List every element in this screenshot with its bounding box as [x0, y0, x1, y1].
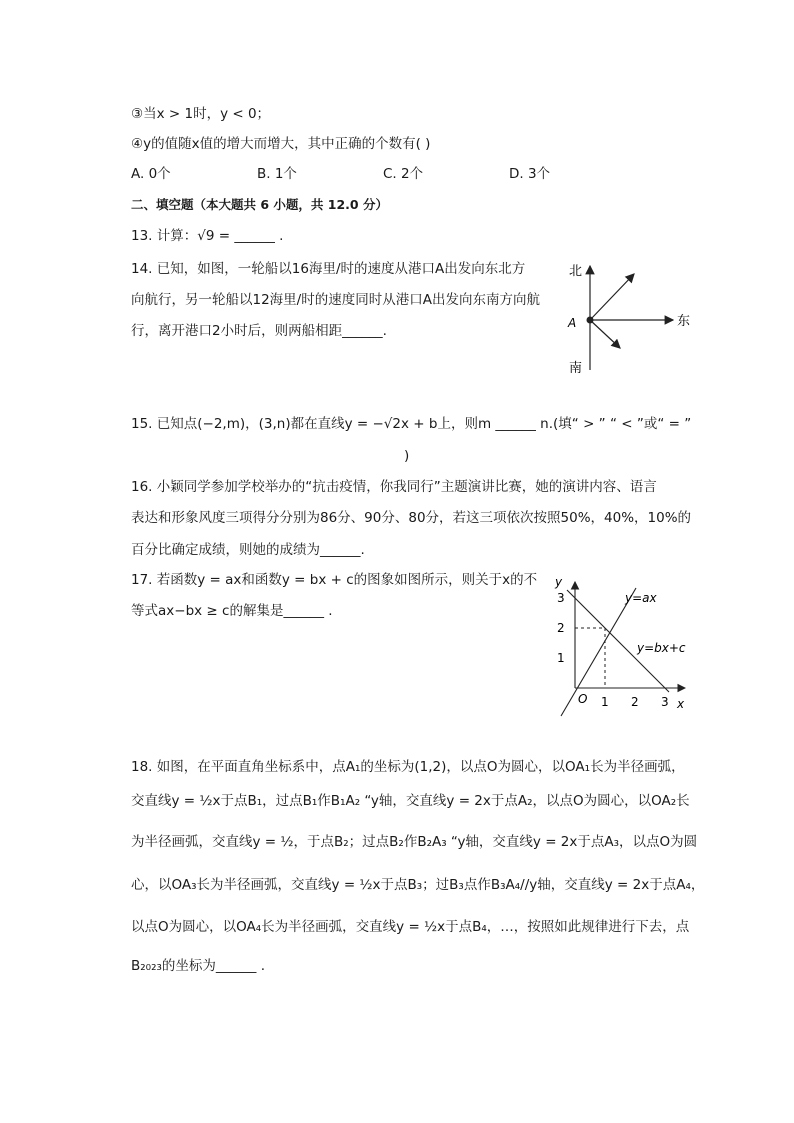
q17-line2: 等式ax−bx ≥ c的解集是______ . — [131, 603, 333, 619]
q15-line1: 15. 已知点(−2,m)，(3,n)都在直线y = −√2x + b上，则m ______ n.(填“ > ” “ < ”或“ = ” — [131, 416, 692, 432]
x-axis-label: x — [677, 697, 685, 711]
q16-line2: 表达和形象风度三项得分分别为86分、90分、80分，若这三项依次按照50%，40%，10%的 — [131, 510, 692, 526]
section-heading: 二、填空题（本大题共 6 小题，共 12.0 分） — [131, 197, 388, 212]
south-label: 南 — [569, 361, 583, 376]
northeast-arrow — [590, 274, 634, 320]
q12-option-a: A. 0个 — [131, 166, 171, 182]
q18-line5: 以点O为圆心，以OA₄长为半径画弧，交直线y = ½x于点B₄，…，按照如此规律进行下去，点 — [131, 919, 690, 935]
q12-item4: ④y的值随x值的增大而增大，其中正确的个数有( ) — [131, 136, 431, 152]
q14-line3: 行，离开港口2小时后，则两船相距______. — [131, 323, 387, 339]
q18-line1: 18. 如图，在平面直角坐标系中，点A₁的坐标为(1,2)，以点O为圆心，以OA₁长为半径画弧， — [131, 759, 685, 775]
q14-line1: 14. 已知，如图，一轮船以16海里/时的速度从港口A出发向东北方 — [131, 261, 526, 277]
q12-option-d: D. 3个 — [509, 166, 551, 182]
point-a — [587, 317, 594, 324]
q16-line3: 百分比确定成绩，则她的成绩为______. — [131, 542, 365, 558]
q12-item3: ③当x > 1时，y < 0； — [131, 106, 271, 122]
x-tick-2: 2 — [631, 695, 639, 709]
q14-compass-figure — [560, 258, 700, 378]
q18-line6: B₂₀₂₃的坐标为______ . — [131, 958, 265, 974]
y-tick-2: 2 — [557, 621, 565, 635]
q14-line2: 向航行，另一轮船以12海里/时的速度同时从港口A出发向东南方向航 — [131, 292, 540, 308]
y-tick-1: 1 — [557, 651, 565, 665]
q16-line1: 16. 小颖同学参加学校举办的“抗击疫情，你我同行”主题演讲比赛，她的演讲内容、语言 — [131, 479, 657, 495]
y-tick-3: 3 — [557, 591, 565, 605]
line-y-bx-c-label: y=bx+c — [637, 641, 686, 655]
q13-text: 13. 计算：√9 = ______ . — [131, 228, 284, 244]
q18-line4: 心，以OA₃长为半径画弧，交直线y = ½x于点B₃；过B₃点作B₃A₄//y轴，交直线y = 2x于点A₄， — [131, 877, 705, 893]
x-tick-3: 3 — [661, 695, 669, 709]
q15-line2: ) — [404, 448, 410, 464]
east-label: 东 — [677, 314, 691, 329]
line-y-ax-label: y=ax — [625, 591, 657, 605]
origin-label: O — [578, 692, 588, 706]
q17-graph-figure — [545, 570, 695, 720]
q12-option-b: B. 1个 — [257, 166, 297, 182]
x-tick-1: 1 — [601, 695, 609, 709]
point-a-label: A — [568, 316, 577, 330]
q18-line3: 为半径画弧，交直线y = ½，于点B₂；过点B₂作B₂A₃ “y轴，交直线y = 2x于点A₃，以点O为圆 — [131, 834, 698, 850]
q17-line1: 17. 若函数y = ax和函数y = bx + c的图象如图所示，则关于x的不 — [131, 572, 538, 588]
q18-line2: 交直线y = ½x于点B₁，过点B₁作B₁A₂ “y轴，交直线y = 2x于点A₂，以点O为圆心，以OA₂长 — [131, 793, 690, 809]
q12-option-c: C. 2个 — [383, 166, 424, 182]
y-axis-label: y — [555, 575, 563, 589]
southeast-arrow — [590, 320, 620, 348]
line-y-ax — [561, 588, 636, 716]
north-label: 北 — [569, 264, 583, 279]
